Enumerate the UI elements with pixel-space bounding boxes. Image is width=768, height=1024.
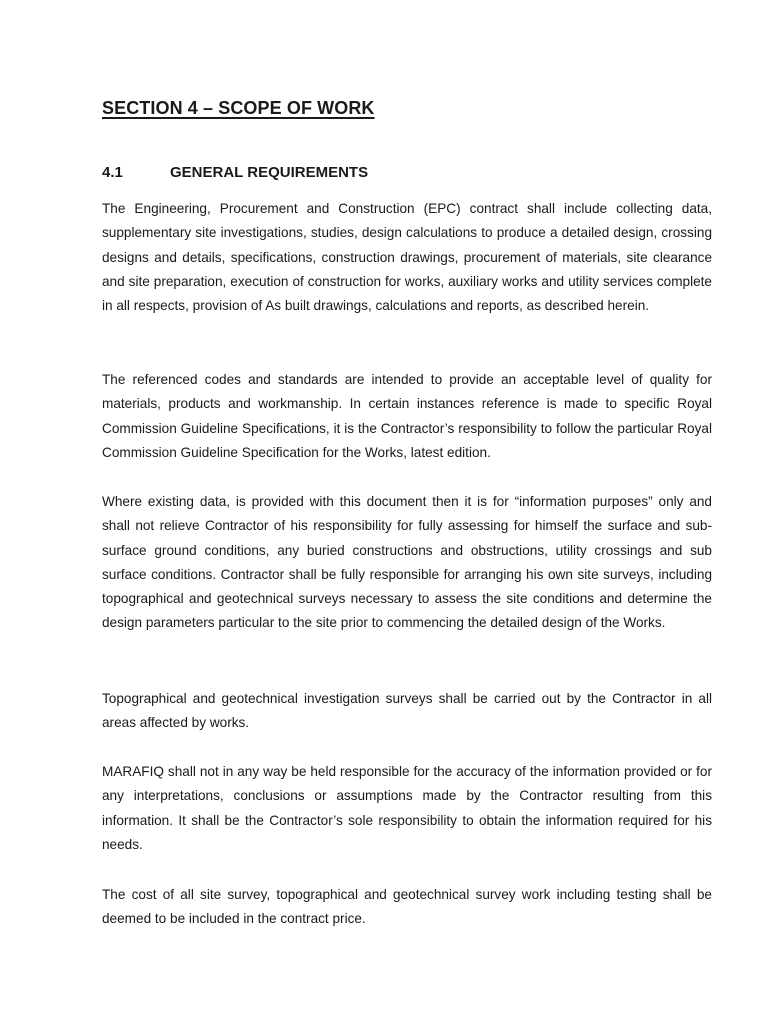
paragraph-existing-data: Where existing data, is provided with this document then it is for “information purposes” only and shall not relieve Contractor of his responsibility for fully assessing for himself the surface and sub-surface ground conditions, any buried constructions and obstructions, utility crossings and sub surface conditions. Contractor shall be fully responsible for arranging his own site surveys, including topographical and geotechnical surveys necessary to assess the site conditions and determine the design parameters particular to the site prior to commencing the detailed design of the Works. (102, 494, 712, 631)
paragraph-surveys: Topographical and geotechnical investigation surveys shall be carried out by the Contractor in all areas affected by works. (102, 691, 712, 731)
paragraph-survey-cost: The cost of all site survey, topographical and geotechnical survey work including testing shall be deemed to be included in the contract price. (102, 887, 712, 927)
subsection-number: 4.1 (102, 164, 123, 181)
subsection-title: GENERAL REQUIREMENTS (170, 164, 369, 181)
paragraph-marafiq-liability: MARAFIQ shall not in any way be held responsible for the accuracy of the information provided or for any interpretations, conclusions or assumptions made by the Contractor resulting from this information. It shall be the Contractor’s sole responsibility to obtain the information required for his needs. (102, 764, 712, 852)
section-title: SECTION 4 – SCOPE OF WORK (102, 98, 375, 118)
subsection-heading (102, 164, 368, 181)
paragraph-epc-scope: The Engineering, Procurement and Construction (EPC) contract shall include collecting data, supplementary site investigations, studies, design calculations to produce a detailed design, crossing designs and details, specifications, construction drawings, procurement of materials, site clearance and site preparation, execution of construction for works, auxiliary works and utility services complete in all respects, provision of As built drawings, calculations and reports, as described herein. (102, 201, 712, 314)
paragraph-codes-standards: The referenced codes and standards are intended to provide an acceptable level of quality for materials, products and workmanship. In certain instances reference is made to specific Royal Commission Guideline Specifications, it is the Contractor’s responsibility to follow the particular Royal Commission Guideline Specification for the Works, latest edition. (102, 372, 712, 460)
